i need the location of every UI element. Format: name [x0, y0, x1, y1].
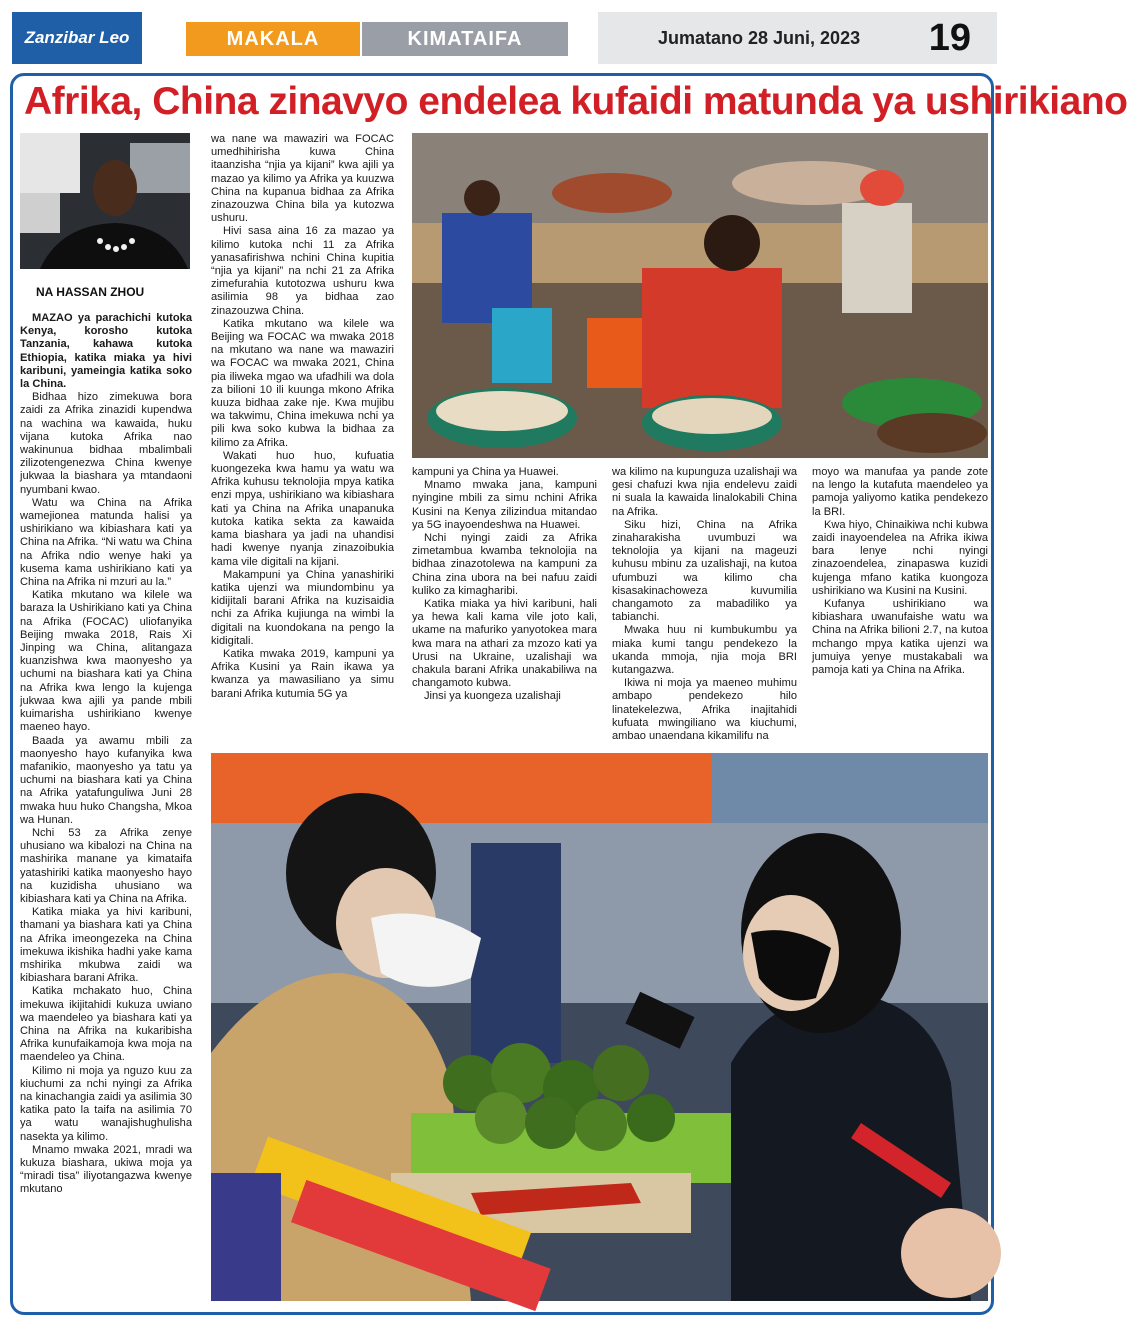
paragraph: Katika mkutano wa kilele wa baraza la Ushirikiano kati ya China na Afrika (FOCAC) uliofanyika Beijing mwaka 2018, Rais Xi Jinping wa China, alitangaza kuanzishwa kwa maonyesho ya uchumi na biashara kati ya China na Afrika kwa lengo la kujenga jukwaa kwa ajili ya pande mbili kuimarisha ushirikiano kwenye maeneo hayo.: [20, 589, 192, 734]
paragraph: Kufanya ushirikiano wa kibiashara uwanufaishe watu wa China na Afrika bilioni 2.7, na kutoa mchango mpya katika ujenzi wa jumuiya yenye mustakabali wa pamoja kati ya China na Afrika.: [812, 598, 988, 677]
paragraph: Mnamo mwaka jana, kampuni nyingine mbili za simu nchini Afrika Kusini na Kenya zilizinduа mitandao ya 5G inayoendeshwa na Huawei.: [412, 479, 597, 531]
column-2: [211, 133, 394, 701]
column-5: [812, 466, 988, 677]
column-1: [20, 312, 192, 1197]
masthead: [12, 12, 997, 64]
paragraph: Katika mchakato huo, China imekuwa ikijitahidi kukuza uwiano wa maendeleo ya biashara kati ya China na Afrika na kukaribisha Afrika kunufaikamoja kwa moja na maendeleo ya China.: [20, 985, 192, 1064]
paragraph: Kilimo ni moja ya nguzo kuu za kiuchumi za nchi nyingi za Afrika na kinachangia zaidi ya asilimia 30 katika pato la taifa na asilimia 70 ya watu wanajishughulisha nasekta ya kilimo.: [20, 1064, 192, 1143]
paragraph: Makampuni ya China yanashiriki katika ujenzi wa miundombinu ya kidijitali barani Afrika na kuzisaidia nchi za Afrika kujiunga na wimbi la digitali na kuondokana na pengo la kidigitali.: [211, 568, 394, 647]
paragraph: kampuni ya China ya Huawei.: [412, 466, 559, 478]
author-portrait: [20, 133, 190, 269]
paragraph: Watu wa China na Afrika wamejionea matunda halisi ya ushirikiano wa kibiashara kati ya China na Afrika. “Ni watu wa China na Afrika ndio wenye haki ya kusema kama ushirikiano kati ya China na Afrika ni mzuri au la.”: [20, 496, 192, 589]
paragraph: Nchi 53 za Afrika zenye uhusiano wa kibalozi na China na mashirika manane ya kimataifa yatashiriki katika maonyesho hayo na kuzidisha uhusiano wa kibiashara kati ya China na Afrika.: [20, 826, 192, 905]
paragraph: Katika mkutano wa kilele wa Beijing wa FOCAC wa mwaka 2018 na mkutano wa nane wa mawaziri wa FOCAC wa mwaka 2021, China pia iliweka mgao wa ufadhili wa dola za bilioni 10 ili kuunga mkono Afrika kuuza bidhaa zake nje. Kwa mujibu wa takwimu, China imekuwa nchi ya pili kwa soko kubwa la bidhaa za kilimo za Afrika.: [211, 317, 394, 449]
paragraph: Mwaka huu ni kumbukumbu ya miaka kumi tangu pendekezo la ukanda mmoja, njia moja BRI kutangazwa.: [612, 624, 797, 677]
paragraph: Nchi nyingi zaidi za Afrika zimetambua kwamba teknolojia na bidhaa zinazotolewa na kampuni za China zina ubora na bei nafuu zaidi kuliko za kimagharibi.: [412, 532, 597, 597]
paragraph: Ikiwa ni moja ya maeneo muhimu ambapo pendekezo hilo linatekelezwa, Afrika inajitahidi kufuata mwingiliano wa kiuchumi, ambao unaendana kikamilifu na: [612, 677, 797, 743]
paragraph: Katika miaka ya hivi karibuni, hali ya hewa kali kama vile joto kali, ukame na mafuriko yanyotokea mara kwa mara na athari za mzozo kati ya Urusi na Ukraine, uzalishaji wa chakula barani Afrika unakabiliwa na changamoto kubwa.: [412, 598, 597, 690]
paragraph: moyo wa manufaa ya pande zote na lengo la kutafuta maendeleo ya pamoja yaliyomo katika pendekezo la BRI.: [812, 466, 988, 518]
expo-photo: [211, 753, 988, 1301]
paragraph: Mnamo mwaka 2021, mradi wa kukuza biashara, ukiwa moja ya “miradi tisa” iliyotangazwa kwenye mkutano: [20, 1143, 192, 1196]
paragraph: Baada ya awamu mbili za maonyesho hayo kufanyika kwa mafanikio, maonyesho ya tatu ya uchumi na biashara kati ya China na Afrika yatafunguliwa Juni 28 mwaka huu huko Changsha, Mkoa wa Hunan.: [20, 734, 192, 826]
paragraph: Kwa hiyo, Chinaikiwa nchi kubwa zaidi inayoendelea na Afrika ikiwa bara lenye nchi nyingi zinazoendelea, zinapaswa kuzidi kujenga mfano katika kuongoza ushirikiano wa Kusini na Kusini.: [812, 518, 988, 597]
brand-logo: Zanzibar Leo: [12, 12, 142, 64]
paragraph: Katika miaka ya hivi karibuni, thamani ya biashara kati ya China na Afrika imeongezeka na China imekuwa ikishika hadhi yake kama mshirika mkubwa zaidi wa kibiashara barani Afrika.: [20, 906, 192, 985]
lead-paragraph: MAZAO ya parachichi kutoka Kenya, korosho kutoka Tanzania, kahawa kutoka Ethiopia, katika miaka ya hivi karibuni, yameingia katika soko la China.: [20, 312, 192, 391]
paragraph: Hivi sasa aina 16 za mazao ya kilimo kutoka nchi 11 za Afrika yanasafirishwa nchini China kupitia “njia ya kijani” na nchi 21 za Afrika zimefurahia kutotozwa ushuru kwa asilimia 98 ya bidhaa zao zinazouzwa China.: [211, 225, 394, 317]
paragraph: Siku hizi, China na Afrika zinaharakisha uvumbuzi wa teknolojia ya kijani na mageuzi kuhusu mbinu za uzalishaji, na kutoa ufumbuzi wa kilimo cha kisasakinachoweza kuvumilia changamoto za mabadiliko ya tabianchi.: [612, 518, 797, 624]
date-box: [598, 12, 997, 64]
paragraph: wa kilimo na kupunguza uzalishaji wa gesi chafuzi kwa njia endelevu zaidi ni suala la kawaida linalokabili China na Afrika.: [612, 466, 797, 518]
section-tab-kimataifa: KIMATAIFA: [362, 22, 568, 56]
paragraph: Katika mwaka 2019, kampuni ya Afrika Kusini ya Rain ikawa ya kwanza ya mawasiliano ya simu barani Afrika kutumia 5G ya: [211, 647, 394, 700]
article-headline: Afrika, China zinavyo endelea kufaidi matunda ya ushirikiano: [24, 80, 1127, 123]
paragraph: Wakati huo huo, kufuatia kuongezeka kwa hamu ya watu wa Afrika kuhusu teknolojia mpya katika enzi mpya, ushirikiano wa kibiashara kati ya China na Afrika unapanuka kutoka katika sekta za kawaida kama biashara ya jadi na uhandisi hadi kwenye nyanja zinazoibukia kama vile digitali na kijani.: [211, 449, 394, 568]
paragraph: wa nane wa mawaziri wa FOCAC umedhihirisha kuwa China itaanzisha “njia ya kijani” kwa ajili ya mazao ya kilimo ya Afrika ya kuuzwa China na kupanua bidhaa za Afrika zinazouzwa China bila ya kutozwa ushuru.: [211, 133, 394, 225]
column-4: [612, 466, 797, 743]
market-photo: [412, 133, 988, 458]
section-tab-makala: MAKALA: [186, 22, 360, 56]
column-3: [412, 466, 597, 704]
byline: NA HASSAN ZHOU: [36, 285, 145, 299]
paragraph: Jinsi ya kuongeza uzalishaji: [424, 690, 561, 703]
issue-date: Jumatano 28 Juni, 2023: [658, 28, 861, 48]
page-number: 19: [928, 17, 971, 59]
paragraph: Bidhaa hizo zimekuwa bora zaidi za Afrika zinazidi kupendwa na wachina wa kawaida, huku vijana kutoka Afrika nao wakinunua bidhaa mbalimbali zilizotengenezwa China kwenye jukwaa la biashara ya mtandaoni nyumbani kwao.: [20, 391, 192, 496]
brand-divider: [144, 20, 148, 56]
